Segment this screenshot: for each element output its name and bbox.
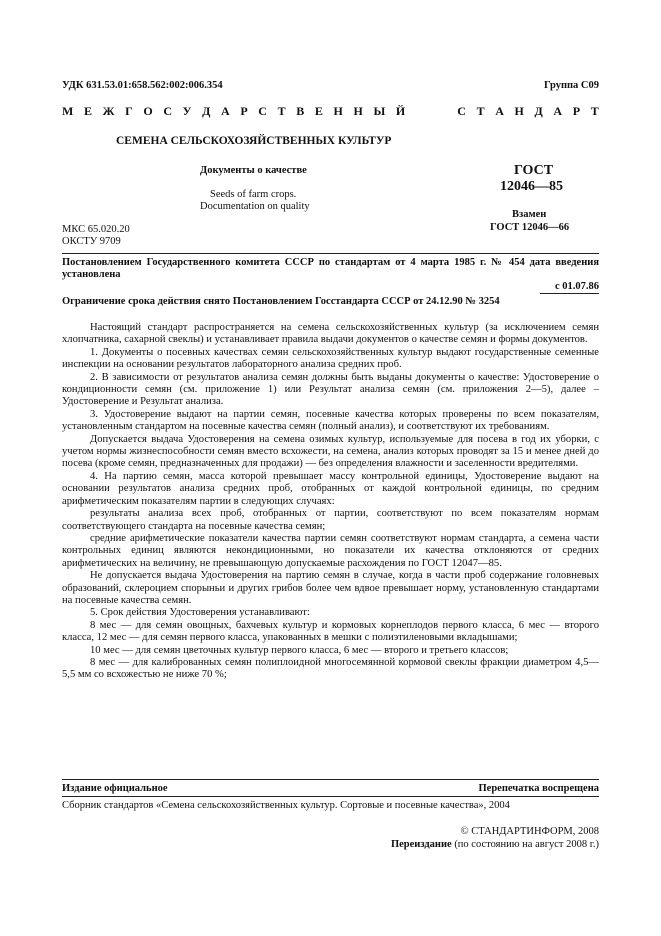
paragraph: 10 мес — для семян цветочных культур первого класса, 6 мес — второго и третьего классов; <box>90 644 509 656</box>
paragraph: 4. На партию семян, масса которой превышает массу контрольной единицы, Удостоверение выдают на основании результатов анализа средних проб, отобранных от каждой контрольной единицы, по средним арифметическим показателям партии в следующих случаях: <box>62 470 599 507</box>
body-text <box>62 322 599 682</box>
english-title-line2: Documentation on quality <box>200 201 310 212</box>
standard-banner <box>62 104 599 119</box>
decree-text: Постановлением Государственного комитета СССР по стандартам от 4 марта 1985 г. № 454 дата введения установлена <box>62 257 599 280</box>
decree-date: с 01.07.86 <box>554 281 599 292</box>
copyright: © СТАНДАРТИНФОРМ, 2008 <box>460 826 599 837</box>
paragraph: Не допускается выдача Удостоверения на партию семян в случае, когда в части проб содержание головневых образований, склероцием спорыньи и других грибов более чем вдвое превышает норму, установленную стандартами на посевные качества семян. <box>62 570 599 606</box>
replaces-label: Взамен <box>512 209 547 220</box>
collection-reference: Сборник стандартов «Семена сельскохозяйственных культур. Сортовые и посевные качества», 2004 <box>62 800 510 811</box>
english-title-line1: Seeds of farm crops. <box>210 189 297 200</box>
gost-number: 12046—85 <box>500 179 563 194</box>
standard-subtitle: Документы о качестве <box>200 165 307 176</box>
udk-code: УДК 631.53.01:658.562:002:006.354 <box>62 80 223 91</box>
paragraph: 2. В зависимости от результатов анализа семян должны быть выданы документы о качестве: Удостоверение о кондиционности семян (см. приложение 1) или Результат анализа семян (см. приложения 2—5), далее – Удостоверение и Результат анализа. <box>62 371 599 408</box>
paragraph: Допускается выдача Удостоверения на семена озимых культур, используемые для посева в год их уборки, с учетом нормы жизнеспособности семян вместо всхожести, на семена, анализ которых проводят за 15 и менее дней до посева (кроме семян, предназначенных для продажи) — без определения влажности и заселенности вредителями. <box>62 433 599 470</box>
paragraph: Настоящий стандарт распространяется на семена сельскохозяйственных культур (за исключением семян хлопчатника, сахарной свеклы) и устанавливает правила выдачи документов о качестве семян и формы документов. <box>62 322 599 346</box>
paragraph: средние арифметические показатели качества партии семян соответствуют нормам стандарта, а семена части контрольных единиц являются некондиционными, но показатели их качества отклоняются от средних арифметических на величину, не превышающую допускаемые расхождения по ГОСТ 12047—85. <box>62 532 599 569</box>
group-code: Группа С09 <box>543 80 599 91</box>
paragraph: 8 мес — для калиброванных семян полиплоидной многосемянной кормовой свеклы фракции диаметром 4,5—5,5 мм со всхожестью не ниже 70 %; <box>62 656 599 681</box>
paragraph: 3. Удостоверение выдают на партии семян, посевные качества которых проверены по всем показателям, установленным стандартом на посевные качества семян (полный анализ), и соответствуют их требованиям. <box>62 408 599 433</box>
replaces-value: ГОСТ 12046—66 <box>490 222 570 233</box>
okstu-code: ОКСТУ 9709 <box>62 236 121 247</box>
reissue-note <box>391 839 599 850</box>
gost-label: ГОСТ <box>514 163 554 178</box>
paragraph: 1. Документы о посевных качествах семян сельскохозяйственных культур выдают государственные семенные инспекции на основании результатов лабораторного анализа средних проб. <box>62 346 599 371</box>
restriction-text: Ограничение срока действия снято Постановлением Госстандарта СССР от 24.12.90 № 3254 <box>62 296 500 307</box>
reissue-date: (по состоянию на август 2008 г.) <box>451 839 599 850</box>
divider-top <box>62 253 599 254</box>
divider-footer <box>62 779 599 780</box>
paragraph: результаты анализа всех проб, отобранных от партии, соответствуют по всем показателям нормам соответствующего стандарта на посевные качества семян; <box>62 508 599 532</box>
paragraph: 8 мес — для семян овощных, бахчевых культур и кормовых корнеплодов первого класса, 6 мес — второго класса, 12 мес — для семян первого класса, упакованных в мешки с полиэтиленовыми вкладышами; <box>62 619 599 644</box>
official-edition: Издание официальное <box>62 783 168 794</box>
standard-title: СЕМЕНА СЕЛЬСКОХОЗЯЙСТВЕННЫХ КУЛЬТУР <box>116 135 392 147</box>
paragraph: 5. Срок действия Удостоверения устанавливают: <box>90 607 310 619</box>
banner-text: М Е Ж Г О С У Д А Р С Т В Е Н Н Ы Й С Т А Н Д А Р Т <box>62 104 599 118</box>
reprint-notice: Перепечатка воспрещена <box>478 783 599 794</box>
date-underline <box>540 293 599 294</box>
reissue-label: Переиздание <box>390 839 452 850</box>
mks-code: МКС 65.020.20 <box>62 224 130 235</box>
divider-footer-2 <box>62 796 599 797</box>
